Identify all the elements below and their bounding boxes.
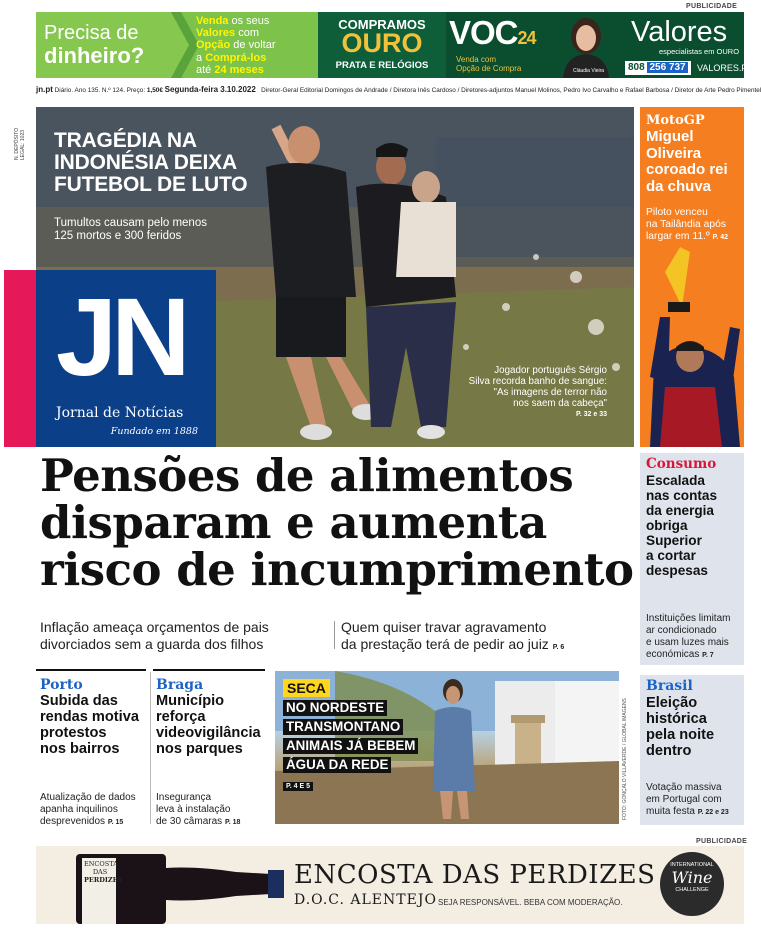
consumo-headline: Escalada nas contas da energia obriga Superior a cortar despesas: [646, 473, 718, 578]
ad-brand-block: Valores especialistas em OURO 808 256 737 VALORES.PT: [621, 12, 744, 78]
staff-credits: Diretor-Geral Editorial Domingos de Andrade / Diretora Inês Cardoso / Diretores-adjuntos Manuel Molinos, Pedro Ivo Carvalho e Rafael Barbosa / Diretor de Arte Pedro Pimentel: [261, 87, 761, 94]
bottom-advertisement[interactable]: [36, 846, 744, 924]
logo-accent-bar: [4, 270, 36, 447]
consumo-body: Instituições limitam ar condicionado e usam luzes mais económicas P. 7: [646, 613, 731, 660]
jn-logo-name: Jornal de Notícias: [56, 405, 184, 421]
brasil-body: Votação massiva em Portugal com muita festa P. 22 e 23: [646, 782, 729, 817]
jn-logo[interactable]: [36, 270, 216, 447]
issue-date: Segunda-feira 3.10.2022: [164, 85, 256, 94]
wine-ad-doc: D.O.C. ALENTEJO: [294, 892, 437, 908]
brasil-headline: Eleição histórica pela noite dentro: [646, 695, 715, 759]
seca-tag: SECA: [283, 679, 330, 697]
jn-logo-mark: JN: [56, 276, 185, 399]
seca-headline: SECA NO NORDESTE TRANSMONTANO ANIMAIS JÁ BEBEM ÁGUA DA REDE P. 4 E 5: [283, 679, 418, 793]
ad-person-photo: Cláudia Vieira: [551, 12, 621, 78]
masthead-info: jn.pt Diário. Ano 135. N.º 124. Preço: 1,50€ Segunda-feira 3.10.2022 Diretor-Geral Editorial Domingos de Andrade / Diretora Inês Cardoso / Diretores-adjuntos Manuel Molinos, Pedro Ivo Carvalho e Rafael Barbosa / Diretor de Arte Pedro Pimentel: [36, 85, 761, 94]
ad-voc-block: VOC24 Venda com Opção de Compra: [446, 12, 551, 78]
wine-bottle-icon: [36, 846, 286, 924]
wine-ad-disclaimer: SEJA RESPONSÁVEL. BEBA COM MODERAÇÃO.: [438, 898, 623, 907]
ad-gold-block: COMPRAMOS OURO PRATA E RELÓGIOS: [318, 12, 446, 78]
ad-question: Precisa de dinheiro?: [36, 12, 171, 78]
wine-medal-icon: INTERNATIONAL Wine CHALLENGE: [660, 852, 724, 916]
braga-story[interactable]: Braga Município reforça videovigilância nos parques: [156, 677, 261, 757]
deck-divider: [334, 621, 335, 649]
hero-headline[interactable]: TRAGÉDIA NA INDONÉSIA DEIXA FUTEBOL DE LUTO: [54, 129, 248, 196]
voc-logo: VOC: [449, 14, 518, 51]
ad-label-bottom: PUBLICIDADE: [696, 838, 748, 845]
main-deck-left: Inflação ameaça orçamentos de pais divorciados sem a guarda dos filhos: [40, 619, 269, 652]
braga-rule: [153, 669, 265, 671]
porto-rule: [36, 669, 146, 671]
hero-quote: Jogador português Sérgio Silva recorda banho de sangue: "As imagens de terror não nos saem da cabeça" P. 32 e 33: [468, 365, 607, 418]
ad-label-top: PUBLICIDADE: [686, 3, 738, 10]
jn-logo-founded: Fundado em 1888: [110, 426, 198, 437]
wine-ad-title: ENCOSTA DAS PERDIZES: [294, 860, 656, 890]
main-deck-right: Quem quiser travar agravamento da prestação terá de pedir ao juiz P. 6: [341, 619, 565, 652]
side-legal-text: N. DEPÓSITO LEGAL: 1023: [14, 127, 26, 160]
valores-logo: Valores: [631, 16, 728, 48]
consumo-story[interactable]: Consumo Escalada nas contas da energia obriga Superior a cortar despesas Instituições limitam ar condicionado e usam luzes mais económicas P. 7: [640, 453, 744, 665]
porto-body: Atualização de dados apanha inquilinos desprevenidos P. 15: [40, 792, 136, 827]
rider-trophy-illustration: [640, 247, 744, 447]
top-advertisement[interactable]: [36, 12, 753, 78]
brasil-story[interactable]: Brasil Eleição histórica pela noite dentro Votação massiva em Portugal com muita festa P. 22 e 23: [640, 675, 744, 825]
seca-photo-story[interactable]: [275, 671, 619, 824]
seca-photo-credit: FOTO: GONÇALO VILLAVERDE / GLOBAL IMAGENS: [622, 698, 628, 820]
wine-label: ENCOSTA DAS PERDIZES: [84, 860, 123, 884]
braga-body: Insegurança leva à instalação de 30 câmaras P. 18: [156, 792, 241, 827]
porto-story[interactable]: Porto Subida das rendas motiva protestos nos bairros: [40, 677, 139, 757]
motogp-story[interactable]: MotoGP Miguel Oliveira coroado rei da chuva Piloto venceu na Tailândia após largar em 11.º P. 42: [640, 107, 744, 447]
main-headline[interactable]: Pensões de alimentos disparam e aumenta risco de incumprimento: [40, 449, 634, 596]
site-link: jn.pt: [36, 85, 53, 94]
hero-subheadline: Tumultos causam pelo menos 125 mortos e 300 feridos: [54, 217, 207, 242]
ad-offer-text: Venda os seus Valores com Opção de voltar a Comprá-los até 24 meses: [196, 15, 276, 76]
column-divider: [150, 672, 151, 824]
